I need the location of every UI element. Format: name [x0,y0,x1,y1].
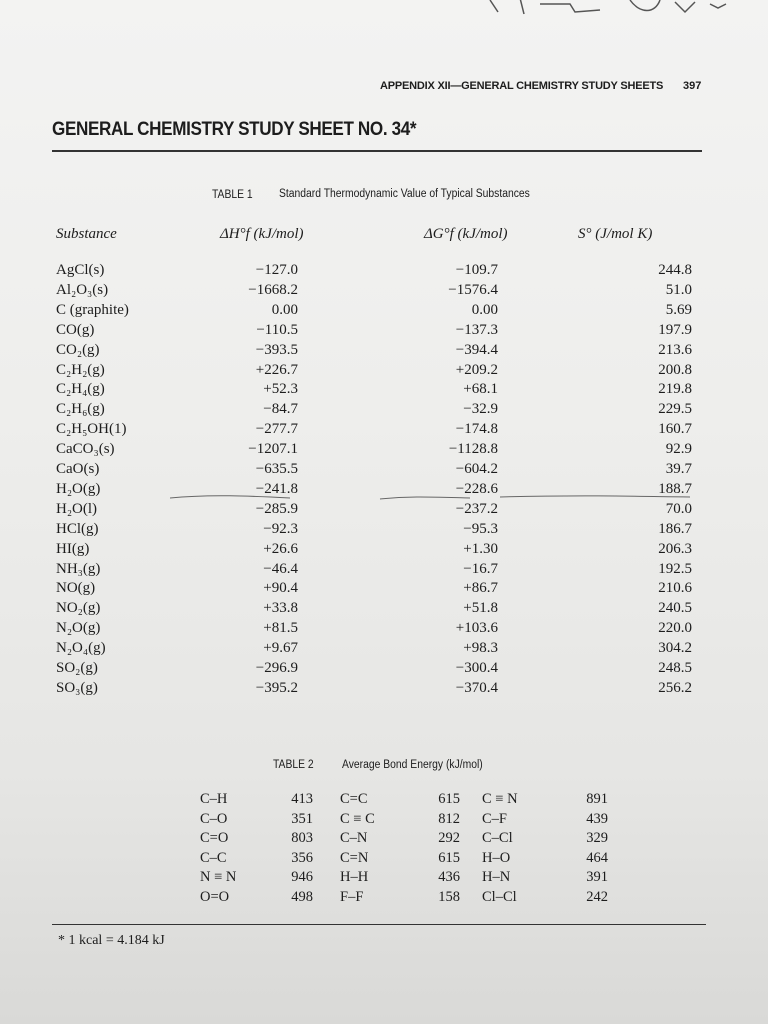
enthalpy-cell: −395.2 [255,679,298,696]
table-row [0,889,768,909]
bond-cell: C–H [200,791,228,807]
substance-cell: N₂O₄(g) [56,640,106,657]
gibbs-cell: +103.6 [455,620,498,637]
table-row [0,830,768,850]
column-header-entropy: S° (J/mol K) [578,226,653,242]
entropy-cell: 206.3 [658,540,692,557]
table-row [0,660,768,680]
table-row [0,262,768,282]
substance-cell: C₂H₆(g) [56,401,105,418]
energy-cell: 391 [586,869,608,885]
gibbs-cell: +1.30 [463,540,498,557]
entropy-cell: 213.6 [658,341,692,358]
table-row [0,521,768,541]
gibbs-cell: −394.4 [455,341,498,358]
column-header-gibbs: ΔG°f (kJ/mol) [424,226,508,242]
enthalpy-cell: +9.67 [263,640,298,657]
enthalpy-cell: 0.00 [271,301,298,318]
enthalpy-cell: −46.4 [263,560,298,577]
bond-cell: C–O [200,810,228,827]
table-row [0,541,768,561]
table-row [0,342,768,362]
bond-cell: Cl–Cl [482,888,517,905]
bond-cell: N ≡ N [200,869,237,885]
gibbs-cell: 0.00 [471,301,498,318]
enthalpy-cell: −1668.2 [248,281,298,298]
bond-cell: C=C [340,791,368,807]
gibbs-cell: −137.3 [455,321,498,338]
table-row [0,791,768,811]
bond-cell: C–C [200,849,227,866]
entropy-cell: 200.8 [658,361,692,378]
page-title: GENERAL CHEMISTRY STUDY SHEET NO. 34* [52,119,417,140]
substance-cell: N₂O(g) [56,620,101,637]
table-row [0,600,768,620]
energy-cell: 498 [291,888,313,905]
column-header-enthalpy: ΔH°f (kJ/mol) [220,226,304,242]
entropy-cell: 186.7 [658,520,692,537]
enthalpy-cell: −84.7 [263,401,298,418]
page-number: 397 [683,80,702,92]
table-row [0,362,768,382]
entropy-cell: 304.2 [658,640,692,657]
entropy-cell: 248.5 [658,660,692,676]
gibbs-cell: −174.8 [455,421,498,438]
substance-cell: C (graphite) [56,301,129,318]
entropy-cell: 70.0 [665,500,692,517]
enthalpy-cell: −277.7 [255,421,298,438]
bond-cell: C–F [482,810,507,827]
title-rule [52,150,702,152]
table1-caption: Standard Thermodynamic Value of Typical Substances [279,188,530,200]
energy-cell: 464 [586,849,608,866]
gibbs-cell: −228.6 [455,480,498,497]
footer-rule [52,924,706,925]
gibbs-cell: +86.7 [463,580,498,597]
gibbs-cell: −16.7 [463,560,498,577]
enthalpy-cell: +226.7 [255,361,298,378]
table-row [0,322,768,342]
gibbs-cell: +51.8 [463,600,498,617]
table-row [0,381,768,401]
table-row [0,620,768,640]
table-row [0,401,768,421]
enthalpy-cell: +52.3 [263,381,298,398]
table-row [0,811,768,831]
substance-cell: C₂H₂(g) [56,361,105,378]
entropy-cell: 210.6 [658,580,692,597]
substance-cell: SO₂(g) [56,660,98,676]
gibbs-cell: +98.3 [463,640,498,657]
enthalpy-cell: +81.5 [263,620,298,637]
substance-cell: NH₃(g) [56,560,101,577]
enthalpy-cell: −296.9 [255,660,298,676]
table-row [0,580,768,600]
substance-cell: Al₂O₃(s) [56,281,109,298]
substance-cell: H₂O(l) [56,500,98,517]
substance-cell: NO₂(g) [56,600,101,617]
gibbs-cell: +209.2 [455,361,498,378]
entropy-cell: 192.5 [658,560,692,577]
enthalpy-cell: −635.5 [255,461,298,477]
substance-cell: HCl(g) [56,520,99,537]
enthalpy-cell: −110.5 [256,321,298,338]
bond-cell: F–F [340,888,364,905]
gibbs-cell: +68.1 [463,381,498,398]
energy-cell: 413 [291,791,313,807]
entropy-cell: 39.7 [665,461,692,477]
energy-cell: 356 [291,849,313,866]
table-row [0,421,768,441]
table-row [0,869,768,889]
enthalpy-cell: −127.0 [255,262,298,278]
table-row [0,680,768,700]
bond-cell: C–Cl [482,830,513,846]
entropy-cell: 219.8 [658,381,692,398]
bond-cell: H–H [340,869,369,885]
enthalpy-cell: +90.4 [263,580,298,597]
energy-cell: 329 [586,830,608,846]
energy-cell: 292 [438,830,460,846]
table-row [0,850,768,870]
handwriting-scribble [480,0,740,18]
table-row [0,461,768,481]
substance-cell: C₂H₅OH(1) [56,421,127,438]
bond-cell: H–O [482,849,511,866]
bond-cell: C ≡ N [482,791,518,807]
column-header-substance: Substance [56,226,117,242]
substance-cell: AgCl(s) [56,262,105,278]
enthalpy-cell: +26.6 [263,540,298,557]
entropy-cell: 244.8 [658,262,692,278]
bond-cell: C=N [340,849,369,866]
enthalpy-cell: −285.9 [255,500,298,517]
entropy-cell: 220.0 [658,620,692,637]
substance-cell: C₂H₄(g) [56,381,105,398]
table2-caption: Average Bond Energy (kJ/mol) [342,759,483,771]
bond-cell: C–N [340,830,368,846]
substance-cell: NO(g) [56,580,96,597]
table-row [0,561,768,581]
entropy-cell: 256.2 [658,679,692,696]
table-row [0,302,768,322]
energy-cell: 615 [438,791,460,807]
bond-cell: H–N [482,869,511,885]
energy-cell: 891 [586,791,608,807]
entropy-cell: 5.69 [665,301,692,318]
substance-cell: CO₂(g) [56,341,100,358]
enthalpy-cell: −393.5 [255,341,298,358]
gibbs-cell: −370.4 [455,679,498,696]
substance-cell: HI(g) [56,540,90,557]
energy-cell: 242 [586,888,608,905]
substance-cell: CO(g) [56,321,95,338]
gibbs-cell: −95.3 [463,520,498,537]
table-row [0,441,768,461]
enthalpy-cell: +33.8 [263,600,298,617]
gibbs-cell: −1128.8 [448,441,498,458]
energy-cell: 436 [438,869,460,885]
substance-cell: CaCO₃(s) [56,441,115,458]
enthalpy-cell: −1207.1 [248,441,298,458]
bond-cell: C ≡ C [340,810,375,827]
bond-cell: C=O [200,830,229,846]
enthalpy-cell: −241.8 [255,480,298,497]
enthalpy-cell: −92.3 [263,520,298,537]
entropy-cell: 229.5 [658,401,692,418]
footnote: * 1 kcal = 4.184 kJ [58,933,165,948]
entropy-cell: 240.5 [658,600,692,617]
table1-label: TABLE 1 [212,189,253,201]
energy-cell: 439 [586,810,608,827]
entropy-cell: 197.9 [658,321,692,338]
gibbs-cell: −109.7 [455,262,498,278]
entropy-cell: 92.9 [665,441,692,458]
pen-line [170,490,690,506]
table-row [0,282,768,302]
entropy-cell: 188.7 [658,480,692,497]
gibbs-cell: −237.2 [455,500,498,517]
energy-cell: 803 [291,830,313,846]
substance-cell: H₂O(g) [56,480,101,497]
entropy-cell: 51.0 [665,281,692,298]
energy-cell: 946 [291,869,313,885]
energy-cell: 158 [438,888,460,905]
substance-cell: SO₃(g) [56,679,98,696]
entropy-cell: 160.7 [658,421,692,438]
energy-cell: 812 [438,810,460,827]
gibbs-cell: −604.2 [455,461,498,477]
bond-cell: O=O [200,888,230,905]
energy-cell: 615 [438,849,460,866]
table-row [0,640,768,660]
table2-label: TABLE 2 [273,759,314,771]
gibbs-cell: −32.9 [463,401,498,418]
substance-cell: CaO(s) [56,461,100,477]
gibbs-cell: −1576.4 [448,281,498,298]
energy-cell: 351 [291,810,313,827]
gibbs-cell: −300.4 [455,660,498,676]
running-header: APPENDIX XII—GENERAL CHEMISTRY STUDY SHEETS [380,80,664,92]
